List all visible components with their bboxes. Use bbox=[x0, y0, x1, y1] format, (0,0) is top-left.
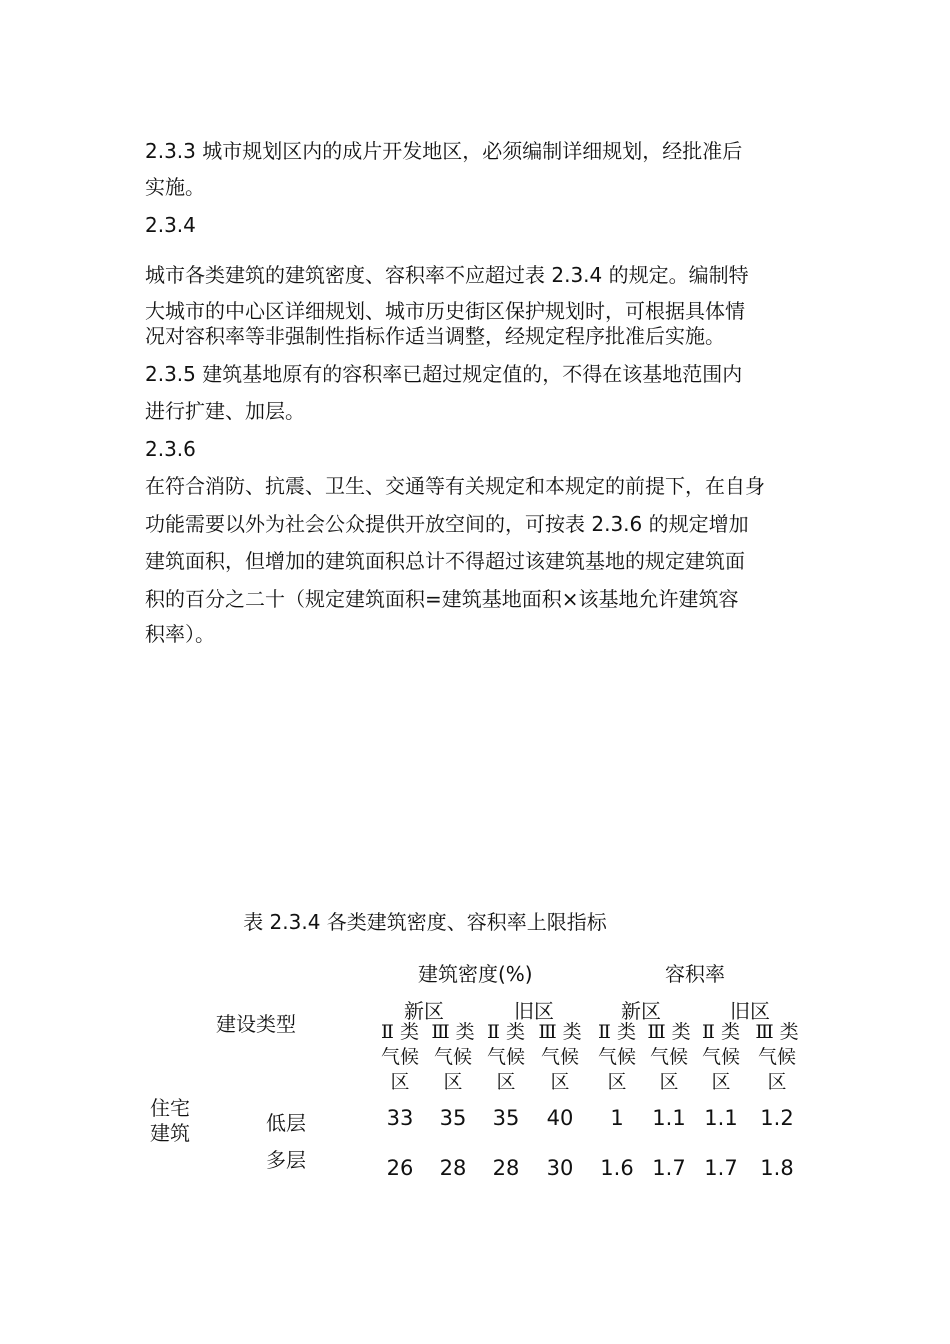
section-2-3-6-heading: 2.3.6 bbox=[145, 437, 196, 461]
climate-text: 气候 bbox=[597, 1046, 636, 1068]
table-cell: 26 bbox=[386, 1156, 414, 1180]
table-cell: 28 bbox=[439, 1156, 467, 1180]
far-old-area-header: 旧区 bbox=[730, 999, 770, 1023]
climate-text: 气候 bbox=[486, 1046, 525, 1068]
density-new-area-header: 新区 bbox=[404, 999, 444, 1023]
climate-class-text: Ⅲ 类 bbox=[647, 1021, 691, 1043]
far-group-header: 容积率 bbox=[665, 962, 725, 986]
climate-class-text: Ⅱ 类 bbox=[598, 1021, 636, 1043]
climate-class-text: Ⅱ 类 bbox=[487, 1021, 525, 1043]
table-cell: 1 bbox=[610, 1106, 624, 1130]
table-cell: 1.2 bbox=[760, 1106, 794, 1130]
row-group-line: 建筑 bbox=[150, 1121, 190, 1145]
para-2-3-4-line2: 大城市的中心区详细规划、城市历史街区保护规划时，可根据具体情 bbox=[145, 299, 745, 323]
zone-text: 区 bbox=[659, 1071, 679, 1093]
row-group-residential bbox=[150, 1096, 190, 1146]
climate-header bbox=[751, 1020, 803, 1095]
climate-text: 气候 bbox=[757, 1046, 796, 1068]
climate-header bbox=[427, 1020, 479, 1095]
climate-text: 气候 bbox=[701, 1046, 740, 1068]
table-cell: 1.8 bbox=[760, 1156, 794, 1180]
table-cell: 30 bbox=[546, 1156, 574, 1180]
row-label-low-rise: 低层 bbox=[266, 1111, 306, 1135]
para-2-3-5-line1: 2.3.5 建筑基地原有的容积率已超过规定值的，不得在该基地范围内 bbox=[145, 362, 743, 386]
table-cell: 35 bbox=[492, 1106, 520, 1130]
table-cell: 28 bbox=[492, 1156, 520, 1180]
table-caption: 表 2.3.4 各类建筑密度、容积率上限指标 bbox=[243, 910, 607, 934]
climate-text: 气候 bbox=[649, 1046, 688, 1068]
climate-text: 气候 bbox=[380, 1046, 419, 1068]
para-2-3-6-line3: 建筑面积，但增加的建筑面积总计不得超过该建筑基地的规定建筑面 bbox=[145, 549, 745, 573]
table-cell: 40 bbox=[546, 1106, 574, 1130]
zone-text: 区 bbox=[607, 1071, 627, 1093]
climate-header bbox=[374, 1020, 426, 1095]
row-label-multi-storey: 多层 bbox=[266, 1148, 306, 1172]
para-2-3-4-line1: 城市各类建筑的建筑密度、容积率不应超过表 2.3.4 的规定。编制特 bbox=[145, 263, 749, 287]
table-cell: 1.7 bbox=[652, 1156, 686, 1180]
climate-header bbox=[695, 1020, 747, 1095]
density-old-area-header: 旧区 bbox=[514, 999, 554, 1023]
table-cell: 1.1 bbox=[704, 1106, 738, 1130]
climate-class-text: Ⅲ 类 bbox=[755, 1021, 799, 1043]
zone-text: 区 bbox=[443, 1071, 463, 1093]
row-group-line: 住宅 bbox=[150, 1096, 190, 1120]
zone-text: 区 bbox=[496, 1071, 516, 1093]
table-cell: 35 bbox=[439, 1106, 467, 1130]
para-2-3-3-line1: 2.3.3 城市规划区内的成片开发地区，必须编制详细规划，经批准后 bbox=[145, 139, 743, 163]
climate-class-text: Ⅲ 类 bbox=[538, 1021, 582, 1043]
table-cell: 1.7 bbox=[704, 1156, 738, 1180]
para-2-3-6-line1: 在符合消防、抗震、卫生、交通等有关规定和本规定的前提下，在自身 bbox=[145, 474, 765, 498]
zone-text: 区 bbox=[550, 1071, 570, 1093]
climate-header bbox=[480, 1020, 532, 1095]
table-cell: 1.1 bbox=[652, 1106, 686, 1130]
climate-header bbox=[591, 1020, 643, 1095]
climate-text: 气候 bbox=[540, 1046, 579, 1068]
para-2-3-3-line2: 实施。 bbox=[145, 175, 205, 199]
climate-class-text: Ⅱ 类 bbox=[381, 1021, 419, 1043]
zone-text: 区 bbox=[767, 1071, 787, 1093]
density-group-header: 建筑密度(%) bbox=[418, 962, 533, 986]
para-2-3-4-line3: 况对容积率等非强制性指标作适当调整，经规定程序批准后实施。 bbox=[145, 324, 725, 348]
zone-text: 区 bbox=[711, 1071, 731, 1093]
far-new-area-header: 新区 bbox=[621, 999, 661, 1023]
type-header: 建设类型 bbox=[216, 1012, 296, 1036]
para-2-3-6-line2: 功能需要以外为社会公众提供开放空间的，可按表 2.3.6 的规定增加 bbox=[145, 512, 749, 536]
para-2-3-6-line5: 积率）。 bbox=[145, 622, 215, 646]
zone-text: 区 bbox=[390, 1071, 410, 1093]
table-cell: 33 bbox=[386, 1106, 414, 1130]
climate-text: 气候 bbox=[433, 1046, 472, 1068]
climate-class-text: Ⅲ 类 bbox=[431, 1021, 475, 1043]
climate-header bbox=[534, 1020, 586, 1095]
para-2-3-5-line2: 进行扩建、加层。 bbox=[145, 399, 305, 423]
table-cell: 1.6 bbox=[600, 1156, 634, 1180]
climate-header bbox=[643, 1020, 695, 1095]
para-2-3-6-line4: 积的百分之二十（规定建筑面积=建筑基地面积×该基地允许建筑容 bbox=[145, 587, 739, 611]
climate-class-text: Ⅱ 类 bbox=[702, 1021, 740, 1043]
section-2-3-4-heading: 2.3.4 bbox=[145, 213, 196, 237]
